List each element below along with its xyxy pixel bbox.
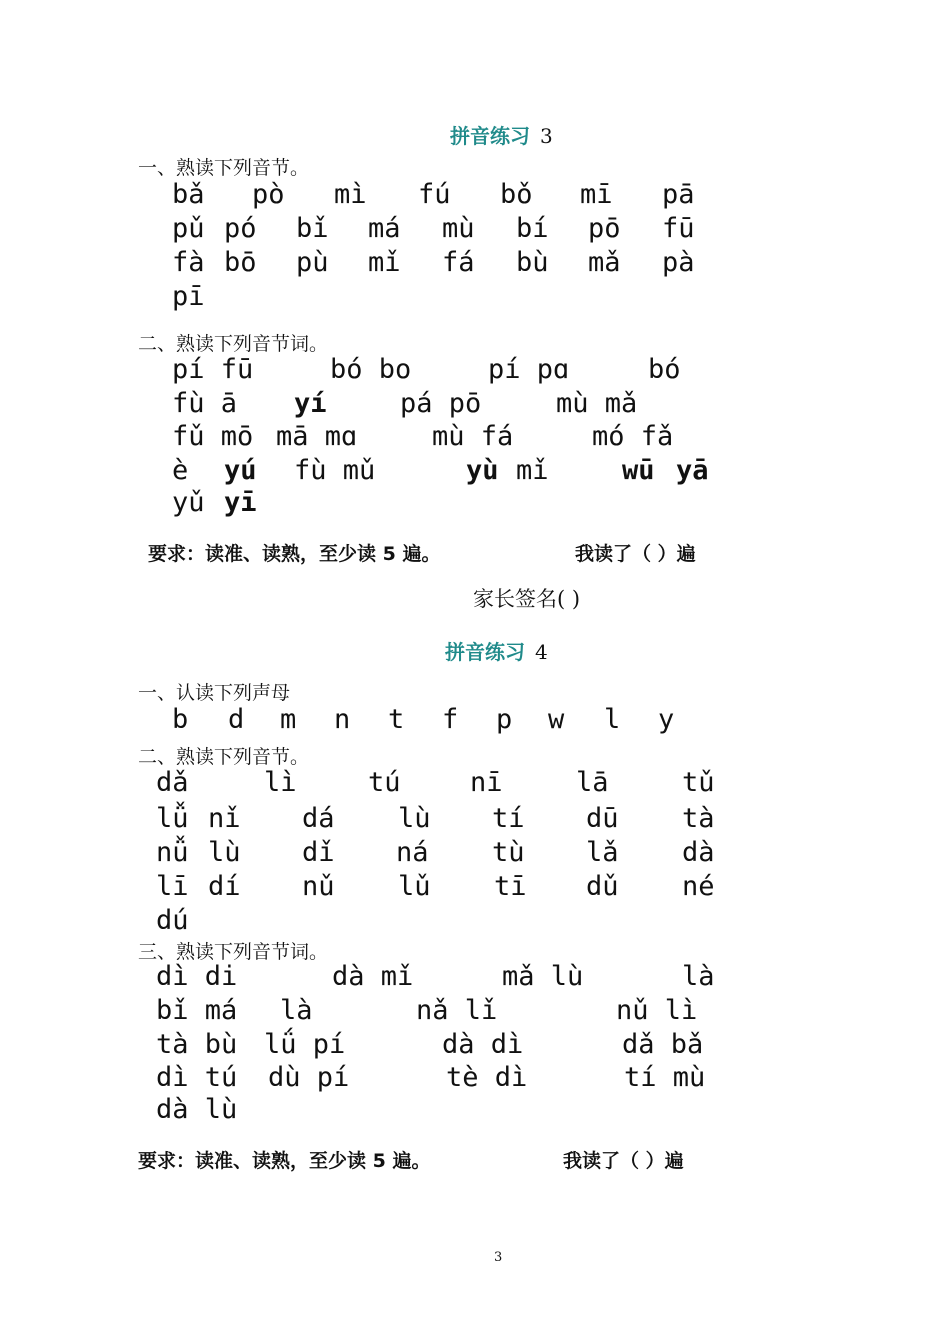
syllable: bǐ (296, 213, 329, 244)
syllable: pó (224, 213, 257, 244)
syllable: lù (208, 837, 241, 868)
word: là (280, 995, 313, 1026)
ex3-title (450, 120, 553, 149)
syllable: dá (302, 803, 335, 834)
word: tà bù (156, 1029, 238, 1060)
ex3-section1-heading: 一、熟读下列音节。 (138, 157, 310, 179)
word: nǔ lì (616, 995, 698, 1026)
syllable: pǔ (172, 213, 205, 244)
word: fǔ mō (172, 421, 254, 452)
word: yā (676, 455, 709, 486)
initial: b (172, 704, 189, 735)
word: dà lù (156, 1094, 238, 1125)
ex4-title (445, 636, 548, 665)
word: yù (466, 455, 499, 486)
initial: n (334, 704, 351, 735)
syllable: lā (576, 767, 609, 798)
syllable: pù (296, 247, 329, 278)
syllable: dà (682, 837, 715, 868)
word: tí mù (624, 1062, 706, 1093)
syllable: lù (398, 803, 431, 834)
word: tè dì (446, 1062, 528, 1093)
syllable: bǎ (172, 179, 205, 210)
word: pá pō (400, 388, 482, 419)
word: mó fǎ (592, 421, 674, 452)
word: bó (648, 354, 681, 385)
ex4-requirement: 要求：读准、读熟，至少读 5 遍。 (138, 1150, 431, 1172)
word: fù mǔ (294, 455, 376, 486)
syllable: mì (334, 179, 367, 210)
word: mù fá (432, 421, 514, 452)
word: bó bo (330, 354, 412, 385)
syllable: pò (252, 179, 285, 210)
syllable: lǚ (156, 803, 189, 834)
word: là (682, 961, 715, 992)
syllable: né (682, 871, 715, 902)
ex4-title-number: 4 (535, 640, 548, 664)
syllable: tà (682, 803, 715, 834)
word: bǐ má (156, 995, 238, 1026)
initial: d (228, 704, 245, 735)
ex4-section2-heading: 二、熟读下列音节。 (138, 746, 310, 768)
ex4-section1-heading: 一、认读下列声母 (138, 682, 291, 704)
syllable: pà (662, 247, 695, 278)
word: mù mǎ (556, 388, 638, 419)
word: lǘ pí (264, 1029, 346, 1060)
ex4-read-count: 我读了（ ）遍 (563, 1150, 684, 1172)
syllable: má (368, 213, 401, 244)
syllable: tǔ (682, 767, 715, 798)
syllable: ná (396, 837, 429, 868)
syllable: dǔ (586, 871, 619, 902)
syllable: nǔ (302, 871, 335, 902)
syllable: tí (492, 803, 525, 834)
word: è (172, 455, 189, 486)
syllable: bǒ (500, 179, 533, 210)
syllable: pā (662, 179, 695, 210)
ex4-section3-heading: 三、熟读下列音节词。 (138, 941, 329, 963)
syllable: dǎ (156, 767, 189, 798)
syllable: dú (156, 905, 189, 936)
word: mǎ lù (502, 961, 584, 992)
syllable: mù (442, 213, 475, 244)
initial: t (388, 704, 405, 735)
syllable: fū (662, 213, 695, 244)
word: yú (224, 455, 257, 486)
initial: w (548, 704, 565, 735)
syllable: nǐ (208, 803, 241, 834)
word: dù pí (268, 1062, 350, 1093)
syllable: mǎ (588, 247, 621, 278)
syllable: fà (172, 247, 205, 278)
word: mǐ (516, 455, 549, 486)
syllable: lǎ (586, 837, 619, 868)
word: nǎ lǐ (416, 995, 498, 1026)
word: dì di (156, 961, 238, 992)
syllable: bō (224, 247, 257, 278)
syllable: tù (492, 837, 525, 868)
syllable: pō (588, 213, 621, 244)
word: pí pɑ (488, 354, 570, 385)
ex3-title-text: 拼音练习 (450, 124, 530, 148)
syllable: nī (470, 767, 503, 798)
syllable: dí (208, 871, 241, 902)
word: dà dì (442, 1029, 524, 1060)
syllable: lǔ (398, 871, 431, 902)
syllable: pī (172, 281, 205, 312)
initial: y (658, 704, 675, 735)
word: dì tú (156, 1062, 238, 1093)
initial: f (442, 704, 459, 735)
parent-signature: 家长签名( ) (473, 587, 581, 611)
initial: m (280, 704, 297, 735)
syllable: lì (264, 767, 297, 798)
syllable: dū (586, 803, 619, 834)
word: pí fū (172, 354, 254, 385)
syllable: mǐ (368, 247, 401, 278)
page-number: 3 (494, 1250, 503, 1265)
word: fù ā (172, 388, 238, 419)
ex3-read-count: 我读了（ ）遍 (575, 543, 696, 565)
word: yí (294, 388, 327, 419)
ex3-section2-heading: 二、熟读下列音节词。 (138, 333, 329, 355)
word: dà mǐ (332, 961, 414, 992)
syllable: bí (516, 213, 549, 244)
word: mā mɑ (276, 421, 358, 452)
ex3-title-number: 3 (540, 124, 553, 148)
word: dǎ bǎ (622, 1029, 704, 1060)
ex4-title-text: 拼音练习 (445, 640, 525, 664)
initial: p (496, 704, 513, 735)
syllable: fú (418, 179, 451, 210)
word: yǔ (172, 487, 205, 518)
syllable: lī (156, 871, 189, 902)
word: yī (224, 487, 257, 518)
word: wū (622, 455, 655, 486)
syllable: nǚ (156, 837, 189, 868)
initial: l (604, 704, 621, 735)
syllable: tú (368, 767, 401, 798)
syllable: dǐ (302, 837, 335, 868)
syllable: fá (442, 247, 475, 278)
syllable: tī (494, 871, 527, 902)
syllable: bù (516, 247, 549, 278)
ex3-requirement: 要求：读准、读熟，至少读 5 遍。 (148, 543, 441, 565)
syllable: mī (580, 179, 613, 210)
